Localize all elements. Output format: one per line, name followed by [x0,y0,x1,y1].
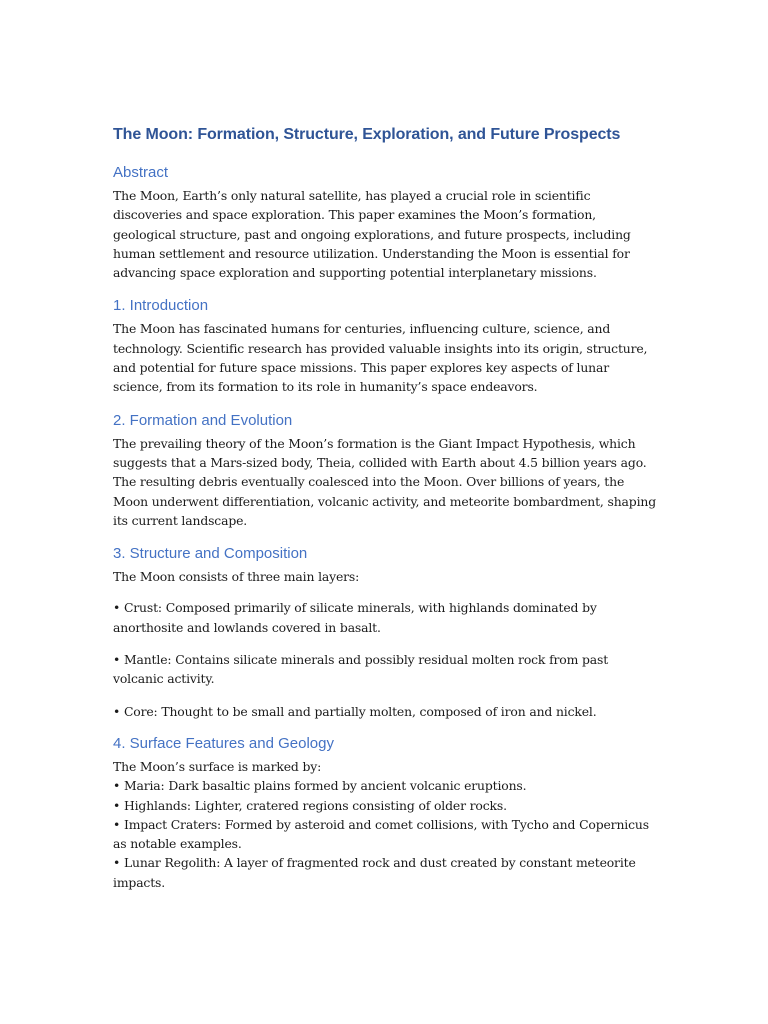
formation-heading: 2. Formation and Evolution [113,411,293,429]
introduction-section [113,296,658,396]
surface-feature-maria: • Maria: Dark basaltic plains formed by ancient volcanic eruptions. [113,778,527,794]
structure-heading: 3. Structure and Composition [113,545,308,563]
structure-intro: The Moon consists of three main layers: [113,569,360,585]
formation-section [113,411,658,530]
surface-intro: The Moon’s surface is marked by: [113,758,322,774]
abstract-section [113,163,658,282]
surface-feature-impact-craters: • Impact Craters: Formed by asteroid and comet collisions, with Tycho and Copernicus as notable examples. [113,816,649,852]
structure-section [113,544,658,721]
surface-section [113,734,658,892]
structure-layer-core: • Core: Thought to be small and partially molten, composed of iron and nickel. [113,703,597,719]
structure-layer-mantle: • Mantle: Contains silicate minerals and possibly residual molten rock from past volcanic activity. [113,652,609,687]
formation-text: The prevailing theory of the Moon’s formation is the Giant Impact Hypothesis, which suggests that a Mars-sized body, Theia, collided with Earth about 4.5 billion years ago. The resulting debris eventually coalesced into the Moon. Over billions of years, the Moon underwent differentiation, volcanic activity, and meteorite bombardment, shaping its current landscape. [113,435,656,528]
structure-layer-crust: • Crust: Composed primarily of silicate minerals, with highlands dominated by anorthosite and lowlands covered in basalt. [113,600,597,635]
surface-feature-list [113,757,658,892]
document-title: The Moon: Formation, Structure, Exploration, and Future Prospects [113,126,621,143]
introduction-heading: 1. Introduction [113,297,209,315]
abstract-heading: Abstract [113,164,169,181]
document-page [113,124,658,892]
surface-heading: 4. Surface Features and Geology [113,734,334,752]
surface-feature-highlands: • Highlands: Lighter, cratered regions consisting of older rocks. [113,797,507,813]
surface-feature-lunar-regolith: • Lunar Regolith: A layer of fragmented rock and dust created by constant meteorite impacts. [113,855,636,890]
abstract-text: The Moon, Earth’s only natural satellite, has played a crucial role in scientific discoveries and space exploration. This paper examines the Moon’s formation, geological structure, past and ongoing explorations, and future prospects, including human settlement and resource utilization. Understanding the Moon is essential for advancing space exploration and supporting potential interplanetary missions. [113,188,631,281]
introduction-text: The Moon has fascinated humans for centuries, influencing culture, science, and technology. Scientific research has provided valuable insights into its origin, structure, and potential for future space missions. This paper explores key aspects of lunar science, from its formation to its role in humanity’s space endeavors. [113,321,648,395]
